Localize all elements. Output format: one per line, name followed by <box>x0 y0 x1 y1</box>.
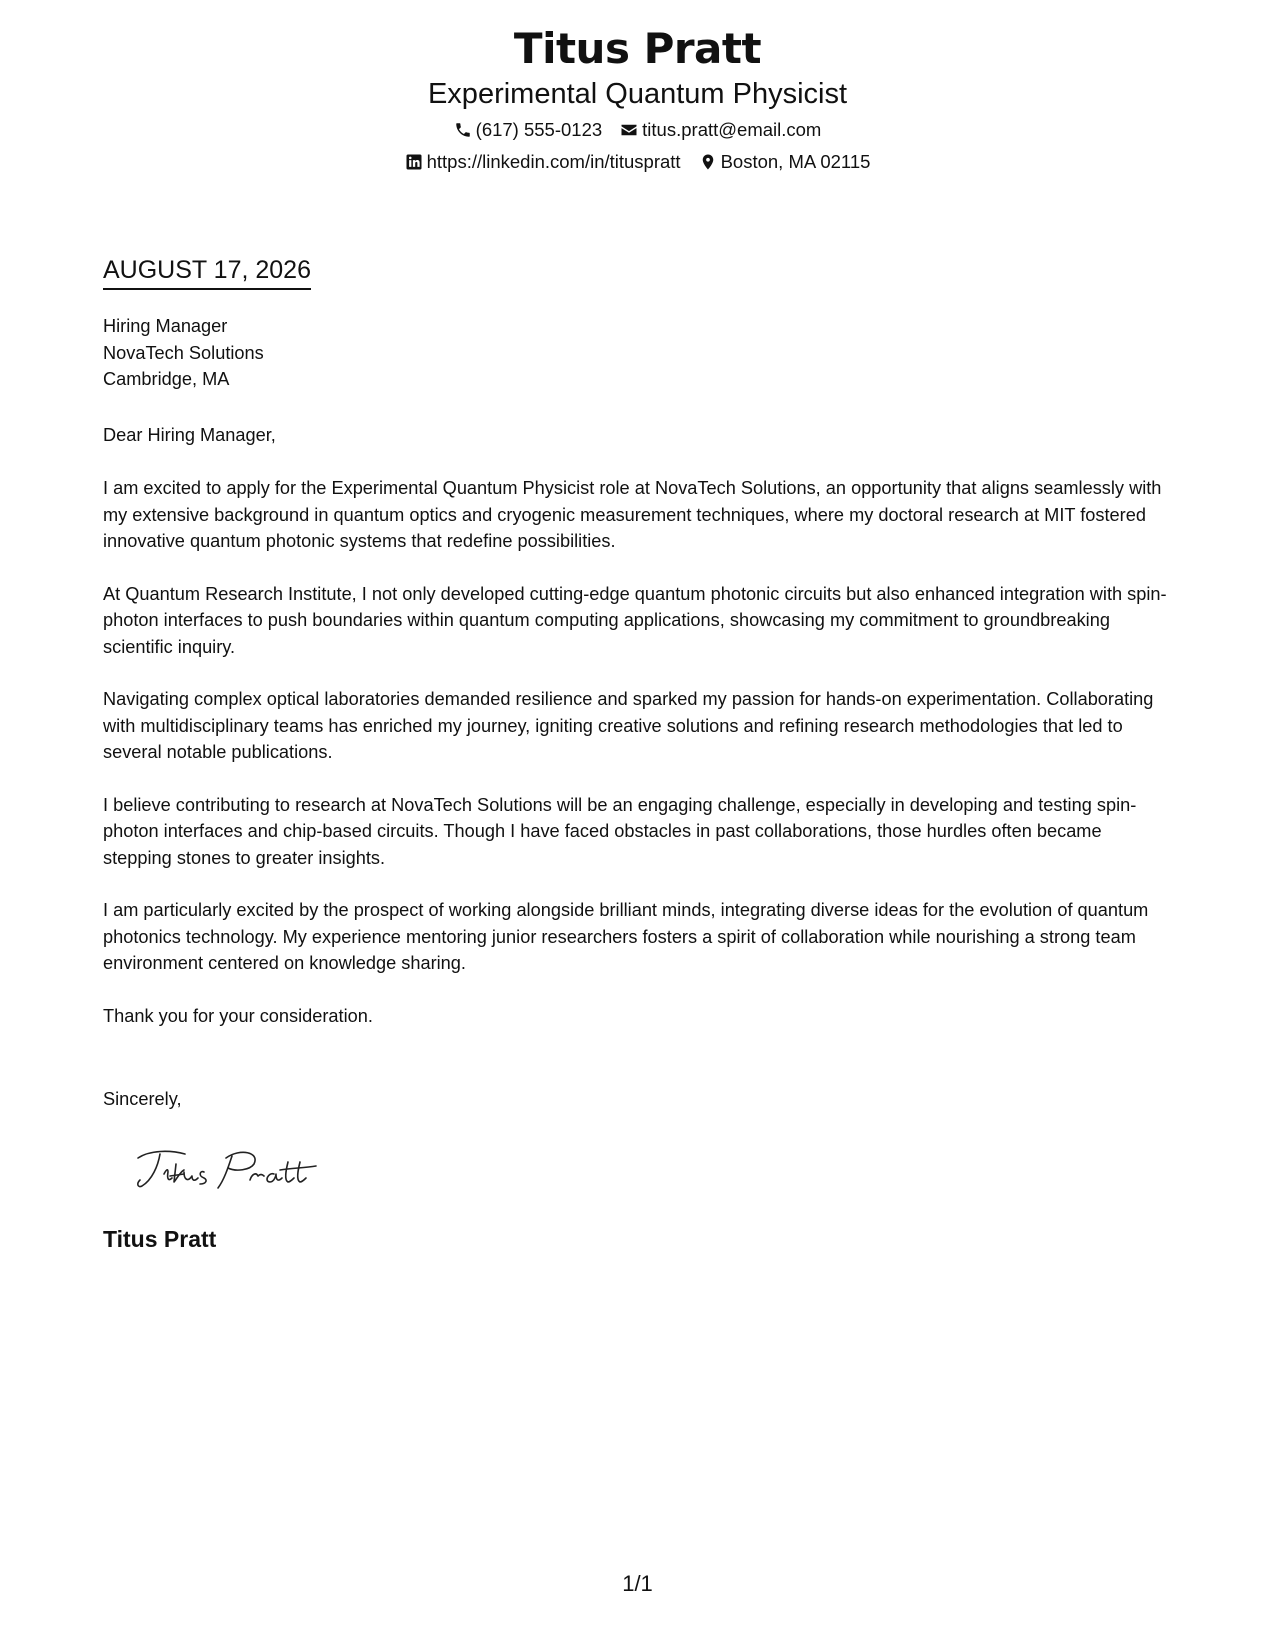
body-paragraph: I believe contributing to research at NovaTech Solutions will be an engaging challenge, especially in developing and testing spin-photon interfaces and chip-based circuits. Though I have faced obstacles in past collaborations, those hurdles often became stepping stones to greater insights. <box>103 794 1137 868</box>
contact-location <box>699 150 871 174</box>
signer-name: Titus Pratt <box>103 1226 217 1252</box>
letter-date: AUGUST 17, 2026 <box>103 254 311 290</box>
salutation: Dear Hiring Manager, <box>103 425 276 445</box>
phone-text: (617) 555-0123 <box>475 119 603 140</box>
recipient-block <box>103 313 1173 393</box>
location-text: Boston, MA 02115 <box>720 151 871 172</box>
email-text: titus.pratt@email.com <box>642 119 822 140</box>
body-paragraph: Thank you for your consideration. <box>103 1005 373 1026</box>
map-pin-icon <box>699 153 717 171</box>
linkedin-icon <box>405 153 423 171</box>
contact-phone[interactable] <box>454 118 603 142</box>
letter-body <box>103 475 1173 1055</box>
recipient-line: Hiring Manager <box>103 316 228 336</box>
body-paragraph: At Quantum Research Institute, I not only developed cutting-edge quantum photonic circuits but also enhanced integration with spin-photon interfaces to push boundaries within quantum computing applications, showcasing my commitment to groundbreaking scientific inquiry. <box>103 583 1167 657</box>
applicant-name: Titus Pratt <box>513 24 762 73</box>
body-paragraph: I am excited to apply for the Experimental Quantum Physicist role at NovaTech Solutions, an opportunity that aligns seamlessly with my extensive background in quantum optics and cryogenic measurement techniques, where my doctoral research at MIT fostered innovative quantum photonic systems that redefine possibilities. <box>103 478 1162 551</box>
contact-linkedin[interactable] <box>405 150 681 174</box>
contact-row-1 <box>0 118 1275 142</box>
body-paragraph: Navigating complex optical laboratories demanded resilience and sparked my passion for hands-on experimentation. Collaborating with multidisciplinary teams has enriched my journey, igniting creative solutions and refining research methodologies that led to several notable publications. <box>103 689 1154 762</box>
linkedin-text: https://linkedin.com/in/tituspratt <box>426 151 681 172</box>
closing: Sincerely, <box>103 1089 182 1109</box>
handwritten-signature <box>130 1140 350 1200</box>
letter-header <box>0 22 1275 174</box>
page-number: 1/1 <box>622 1571 653 1596</box>
body-paragraph: I am particularly excited by the prospect of working alongside brilliant minds, integrating diverse ideas for the evolution of quantum photonics technology. My experience mentoring junior researchers fosters a spirit of collaboration while nourishing a strong team environment centered on knowledge sharing. <box>103 900 1149 973</box>
applicant-title: Experimental Quantum Physicist <box>427 78 848 110</box>
recipient-line: NovaTech Solutions <box>103 342 264 363</box>
contact-email[interactable] <box>620 118 821 142</box>
phone-icon <box>454 121 472 139</box>
envelope-icon <box>620 121 638 139</box>
contact-row-2 <box>0 150 1275 174</box>
recipient-line: Cambridge, MA <box>103 369 230 389</box>
